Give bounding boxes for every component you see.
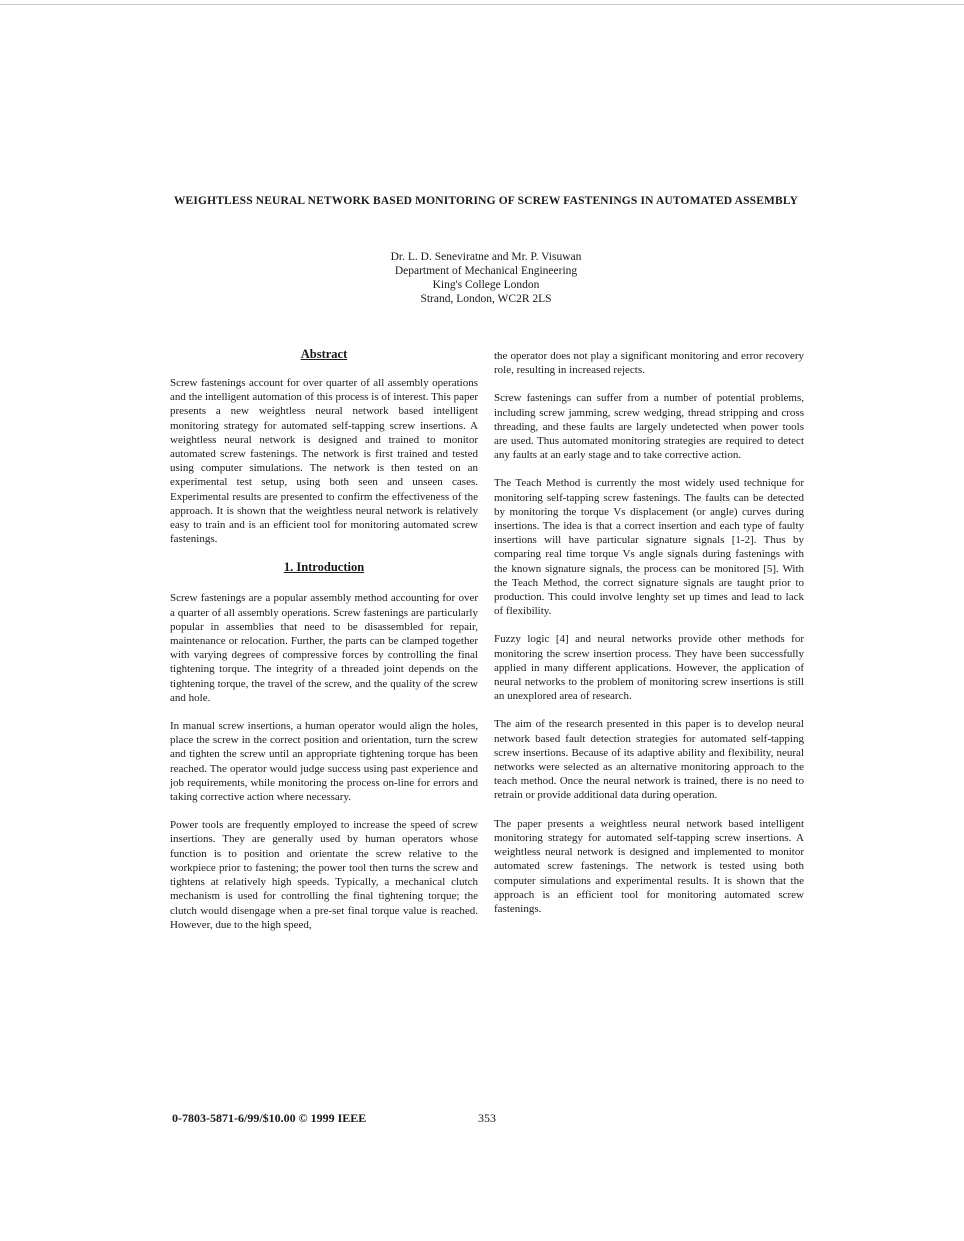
author-block [300,250,672,306]
left-column [170,347,478,946]
abstract-heading: Abstract [300,347,348,361]
top-rule [0,4,964,5]
author-institution: King's College London [432,279,540,291]
author-address: Strand, London, WC2R 2LS [420,293,552,305]
body-paragraph: The Teach Method is currently the most widely used technique for monitoring self-tapping screw fastenings. The faults can be detected by monitoring the torque Vs displacement (or angle) curves during insertions. The idea is that a correct insertion and each type of faulty insertions will have particular signature signals [1-2]. Thus by comparing real time torque Vs angle signals during fastenings with the known signature signals, the process can be monitored [5]. With the Teach Method, the correct signature signals are taught prior to production. This could involve lenghty set up times and lead to lack of flexibility. [494,477,804,618]
author-department: Department of Mechanical Engineering [394,265,578,277]
body-paragraph: The paper presents a weightless neural network based intelligent monitoring strategy for automated self-tapping screw insertions. A weightless neural network is designed and implemented to monitor automated screw fastenings. The network is tested using both computer simulations and experimental results. It is shown that the approach is an efficient tool for monitoring automated screw fastenings. [494,817,804,915]
body-paragraph: Fuzzy logic [4] and neural networks provide other methods for monitoring the screw insertion process. They have been successfully applied in many different applications. However, the application of neural networks to the problem of monitoring screw insertions is still an unexplored area of research. [494,633,804,703]
introduction-heading: 1. Introduction [283,560,365,575]
body-paragraph: the operator does not play a significant monitoring and error recovery role, resulting in increased rejects. [494,350,804,377]
intro-paragraph: Screw fastenings are a popular assembly method accounting for over a quarter of all assembly operations. Screw fastenings are particularly popular in assemblies that need to be disassembled for repair, maintenance or relocation. Further, the parts can be clamped together with varying degrees of compressive forces by controlling the final tightening torque. The integrity of a threaded joint depends on the tightening torque, the travel of the screw, and the quality of the screw and hole. [170,592,478,704]
body-paragraph: The aim of the research presented in this paper is to develop neural network based fault detection strategies for automated self-tapping screw insertions. Because of its adaptive ability and flexibility, neural networks were selected as an alternative monitoring approach to the teach method. Once the neural network is trained, there is no need to retrain or provide additional data during operation. [494,718,804,802]
abstract-text: Screw fastenings account for over quarter of all assembly operations and the intelligent automation of this process is of interest. This paper presents a new weightless neural network based intelligent monitoring strategy for automated self-tapping screw insertions. A weightless neural network is designed and trained to monitor automated screw fastenings. The network is first trained and tested using computer simulations. The network is then tested on an experimental test setup, using both seen and unseen cases. Experimental results are presented to confirm the effectiveness of the approach. It is shown that the weightless neural network is relatively easy to train and is an efficient tool for monitoring automated screw fastenings. [170,377,478,546]
page-number: 353 [478,1111,496,1125]
author-names: Dr. L. D. Seneviratne and Mr. P. Visuwan [390,251,582,263]
paper-title: WEIGHTLESS NEURAL NETWORK BASED MONITORING OF SCREW FASTENINGS IN AUTOMATED ASSEMBLY [173,195,799,207]
body-paragraph: Screw fastenings can suffer from a number of potential problems, including screw jamming, screw wedging, thread stripping and cross threading, and these faults are largely undetected when power tools are used. Thus automated monitoring strategies are required to detect any faults at an early stage and to take corrective action. [494,392,804,462]
copyright-notice: 0-7803-5871-6/99/$10.00 © 1999 IEEE [172,1111,367,1125]
intro-paragraph: Power tools are frequently employed to increase the speed of screw insertions. They are generally used by human operators whose function is to position and orientate the screw relative to the workpiece prior to fastening; the power tool then turns the screw and tightens at relatively high speeds. Typically, a mechanical clutch mechanism is used for controlling the final tightening torque; the clutch would disengage when a pre-set final torque value is reached. However, due to the high speed, [170,819,478,931]
right-column [494,349,804,930]
intro-paragraph: In manual screw insertions, a human operator would align the holes, place the screw in the correct position and orientation, turn the screw and tighten the screw until an appropriate tightening torque has been reached. The operator would judge success using past experience and job requirements, while monitoring the process on-line for errors and taking corrective action where necessary. [170,720,478,804]
